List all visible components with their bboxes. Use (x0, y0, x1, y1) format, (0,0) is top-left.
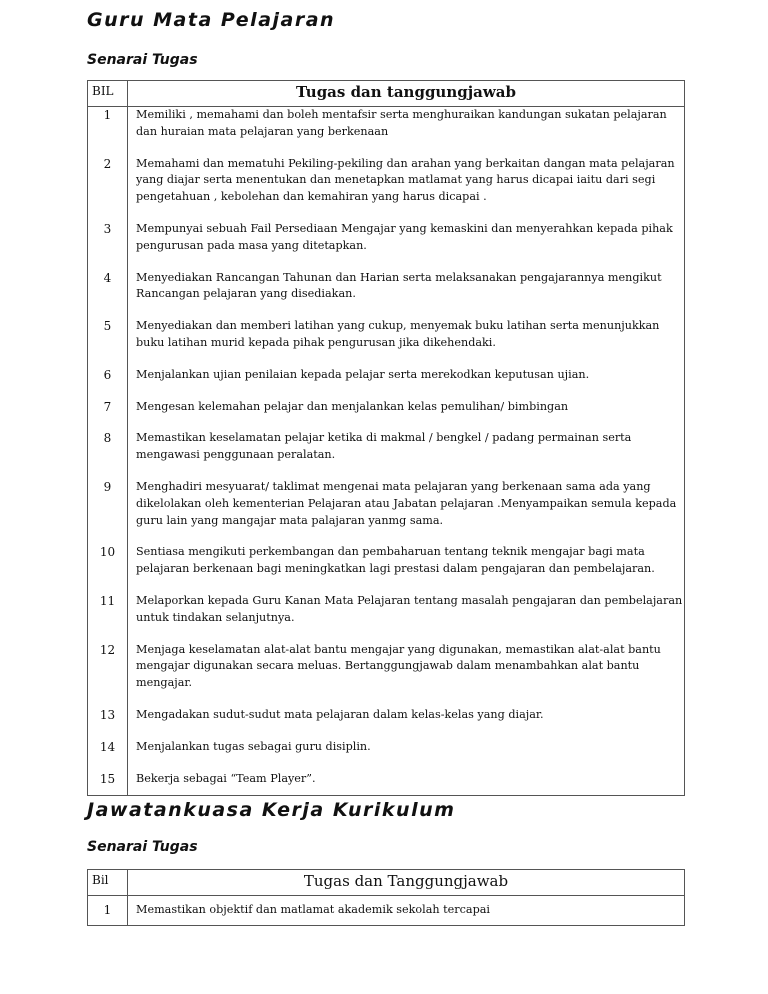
duties-table-1 (87, 80, 685, 796)
row-text: Mengesan kelemahan pelajar dan menjalankan kelas pemulihan/ bimbingan (136, 399, 569, 413)
table-header-row (88, 870, 685, 896)
table-row (88, 430, 685, 479)
header-duty: Tugas dan tanggungjawab (128, 81, 685, 107)
table-row (88, 896, 685, 926)
row-number: 11 (88, 593, 128, 642)
row-number: 1 (88, 896, 128, 926)
table-row (88, 221, 685, 270)
row-number: 5 (88, 318, 128, 367)
table-row (88, 642, 685, 707)
row-number: 4 (88, 270, 128, 319)
row-text: Menghadiri mesyuarat/ taklimat mengenai mata pelajaran yang berkenaan sama ada yang dikelolakan oleh kementerian Pelajaran atau Jabatan pelajaran .Menyampaikan semula kepada guru lain yang mangajar mata palajaran yanmg sama. (136, 479, 677, 527)
table-body-1 (88, 107, 685, 796)
table-row (88, 318, 685, 367)
table-row (88, 270, 685, 319)
table-row (88, 479, 685, 544)
row-text: Menyediakan Rancangan Tahunan dan Harian serta melaksanakan pengajarannya mengikut Rancangan pelajaran yang disediakan. (136, 270, 662, 301)
row-text: Sentiasa mengikuti perkembangan dan pembaharuan tentang teknik mengajar bagi mata pelajaran berkenaan bagi meningkatkan lagi prestasi dalam pengajaran dan pembelajaran. (136, 545, 655, 576)
section1-title: Guru Mata Pelajaran (87, 9, 336, 31)
table-row (88, 544, 685, 593)
row-text: Menjalankan tugas sebagai guru disiplin. (136, 739, 371, 753)
row-text: Memahami dan mematuhi Pekiling-pekiling dan arahan yang berkaitan dangan mata pelajaran yang diajar serta menentukan dan menetapkan matlamat yang harus dicapai iaitu dari segi pengetahuan , kebolehan dan kemahiran yang harus dicapai . (136, 156, 675, 204)
row-number: 8 (88, 430, 128, 479)
row-number: 6 (88, 367, 128, 399)
row-number: 3 (88, 221, 128, 270)
table-row (88, 107, 685, 156)
section1-subtitle: Senarai Tugas (87, 52, 198, 68)
table-row (88, 771, 685, 796)
row-text: Mempunyai sebuah Fail Persediaan Mengajar yang kemaskini dan menyerahkan kepada pihak pengurusan pada masa yang ditetapkan. (136, 221, 673, 252)
row-text: Menjaga keselamatan alat-alat bantu mengajar yang digunakan, memastikan alat-alat bantu mengajar digunakan secara meluas. Bertanggungjawab dalam menambahkan alat bantu mengajar. (136, 642, 661, 690)
section2-subtitle: Senarai Tugas (87, 839, 198, 856)
row-number: 13 (88, 707, 128, 739)
row-number: 9 (88, 479, 128, 544)
document-page (87, 0, 685, 926)
row-number: 1 (88, 107, 128, 156)
row-number: 15 (88, 771, 128, 796)
row-text: Melaporkan kepada Guru Kanan Mata Pelajaran tentang masalah pengajaran dan pembelajaran untuk tindakan selanjutnya. (136, 593, 683, 624)
table-row (88, 399, 685, 431)
table-row (88, 707, 685, 739)
table-row (88, 593, 685, 642)
row-number: 14 (88, 739, 128, 771)
row-number: 10 (88, 544, 128, 593)
header-bil: Bil (88, 870, 128, 896)
header-bil: BIL (88, 81, 128, 107)
row-text: Bekerja sebagai “Team Player”. (136, 771, 316, 785)
row-text: Memastikan keselamatan pelajar ketika di makmal / bengkel / padang permainan serta mengawasi penggunaan peralatan. (136, 431, 632, 462)
section2-title: Jawatankuasa Kerja Kurikulum (87, 799, 456, 822)
header-duty: Tugas dan Tanggungjawab (128, 870, 685, 896)
row-text: Menyediakan dan memberi latihan yang cukup, menyemak buku latihan serta menunjukkan buku latihan murid kepada pihak pengurusan jika dikehendaki. (136, 319, 660, 349)
table-body-2 (88, 896, 685, 926)
table-row (88, 367, 685, 399)
table-row (88, 739, 685, 771)
row-text: Mengadakan sudut-sudut mata pelajaran dalam kelas-kelas yang diajar. (136, 707, 544, 721)
row-number: 12 (88, 642, 128, 707)
row-text: Memiliki , memahami dan boleh mentafsir serta menghuraikan kandungan sukatan pelajaran dan huraian mata pelajaran yang berkenaan (136, 108, 667, 138)
row-number: 2 (88, 156, 128, 221)
row-text: Menjalankan ujian penilaian kepada pelajar serta merekodkan keputusan ujian. (136, 367, 590, 381)
row-number: 7 (88, 399, 128, 431)
row-text: Memastikan objektif dan matlamat akademik sekolah tercapai (136, 903, 490, 917)
duties-table-2 (87, 869, 685, 926)
table-header-row (88, 81, 685, 107)
table-row (88, 156, 685, 221)
